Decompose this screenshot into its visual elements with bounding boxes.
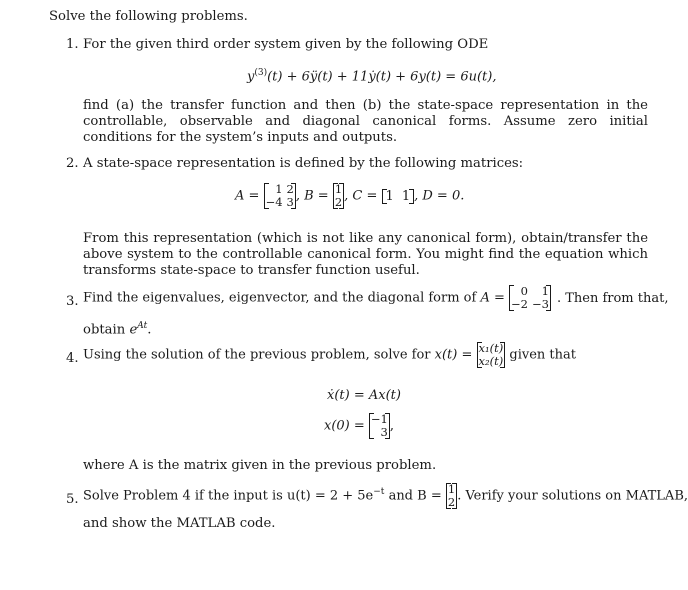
problem-3-matrix-cell: −3 (531, 297, 549, 311)
problem-3-exp-base: e (129, 322, 138, 338)
problem-5-b-cell: 2 (447, 495, 456, 509)
problem-5-after: . Verify your solutions on MATLAB, (457, 488, 688, 504)
problem-2-matrices (235, 183, 464, 209)
problem-3-matrix-cell: 0 (520, 284, 528, 298)
problem-5-exp-sup: −t (373, 487, 385, 498)
matrix-b-label: , B = (295, 188, 329, 204)
problem-2-number: 2. (66, 156, 79, 171)
x0-cell: 3 (380, 425, 388, 439)
problem-1-lead: For the given third order system given by the following ODE (83, 37, 489, 52)
problem-4-x-vector (477, 342, 506, 368)
problem-1-body: find (a) the transfer function and then (b) the state-space representation in the controllable, observable and diagonal canonical forms. Assume zero initial conditions for the system’s inputs and outputs. (83, 98, 648, 145)
problem-4-lead: Using the solution of the previous problem, solve for (83, 347, 431, 363)
problem-1-ode (247, 68, 496, 84)
problem-5-number: 5. (66, 492, 79, 507)
problem-3-line2-end: . (147, 322, 152, 338)
ode-order: (3) (254, 68, 268, 78)
problem-4-x-label: x(t) = (434, 347, 473, 363)
problem-5-b-cell: 1 (447, 482, 456, 496)
initial-condition-end: , (389, 418, 395, 434)
problem-5-middle: and B = (388, 488, 442, 504)
matrix-b-cell: 1 (334, 182, 343, 196)
intro-text: Solve the following problems. (49, 9, 248, 24)
initial-condition-label: x(0) = (324, 418, 365, 434)
problem-3-lead: Find the eigenvalues, eigenvector, and the diagonal form of (83, 290, 477, 306)
matrix-c-cell: 1 (385, 188, 394, 204)
state-equation: ẋ(t) = Ax(t) (327, 388, 401, 403)
problem-4-after: given that (509, 347, 576, 363)
matrix-a-cell: −4 (265, 195, 283, 209)
problem-3-line1 (83, 285, 668, 311)
x0-cell: −1 (370, 412, 388, 426)
problem-5-line2: and show the MATLAB code. (83, 516, 276, 531)
problem-4-line1 (83, 342, 576, 368)
matrix-a-cell: 3 (286, 195, 294, 209)
problem-3-line2-lead: obtain (83, 322, 126, 338)
problem-3-line2 (83, 318, 151, 338)
matrix-c-label: , C = (344, 188, 378, 204)
matrix-b (333, 183, 344, 209)
problem-3-number: 3. (66, 294, 79, 309)
matrix-c (382, 189, 415, 204)
problem-2-lead: A state-space representation is defined by the following matrices: (83, 156, 524, 171)
problem-3-matrix-cell: −2 (511, 297, 528, 311)
x-vector-cell: x₁(t) (478, 341, 504, 355)
problem-1-number: 1. (66, 37, 79, 52)
problem-4-eq2 (324, 413, 394, 439)
problem-5-matrix-b (446, 483, 457, 509)
problem-4-eq1 (327, 388, 401, 403)
x-vector-cell: x₂(t) (478, 354, 504, 368)
problem-5-line1 (83, 483, 688, 509)
matrix-a (264, 183, 296, 209)
problem-5-lead: Solve Problem 4 if the input is u(t) = 2 + 5e (83, 488, 374, 504)
problem-3-matrix-cell: 1 (541, 284, 549, 298)
matrix-c-cell: 1 (401, 188, 411, 204)
ode-rest: (t) + 6ÿ(t) + 11ẏ(t) + 6y(t) = 6u(t), (267, 69, 497, 85)
problem-3-a-label: A = (480, 290, 505, 306)
initial-condition-vector (369, 413, 390, 439)
matrix-b-cell: 2 (334, 195, 343, 209)
matrix-a-label: A = (235, 188, 260, 204)
problem-2-body: From this representation (which is not like any canonical form), obtain/transfer the above system to the controllable canonical form. You might find the equation which transforms state-space to transfer function useful. (83, 231, 648, 278)
matrix-a-cell: 1 (275, 182, 283, 196)
matrix-d-text: , D = 0. (414, 188, 465, 204)
problem-4-number: 4. (66, 351, 79, 366)
problem-3-matrix-a (509, 285, 551, 311)
matrix-a-cell: 2 (286, 182, 294, 196)
ode-y: y (247, 69, 255, 85)
problem-3-after: . Then from that, (556, 290, 669, 306)
problem-3-exp-sup: At (137, 321, 148, 331)
problem-4-tail: where A is the matrix given in the previous problem. (83, 458, 437, 473)
